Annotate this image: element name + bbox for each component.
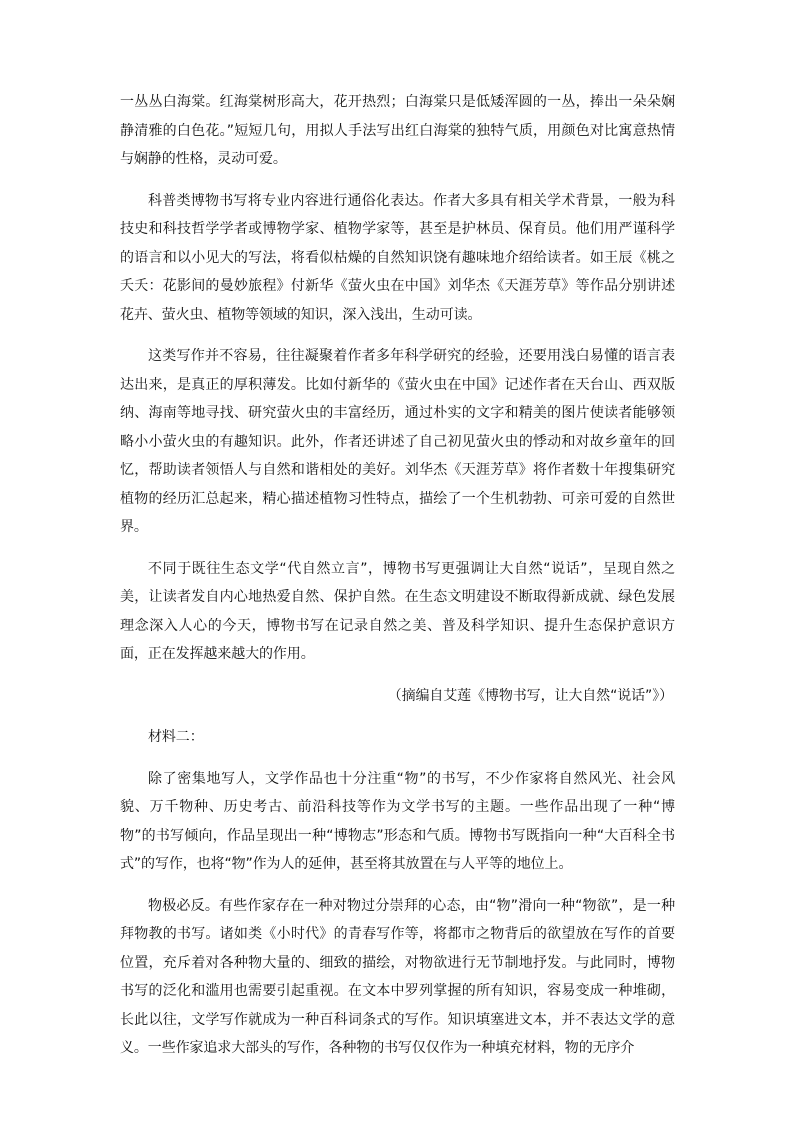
paragraph-ecological-literature: 不同于既往生态文学“代自然立言”，博物书写更强调让大自然“说话”，呈现自然之美，让读者发自内心地热爱自然、保护自然。在生态文明建设不断取得新成就、绿色发展理念深入人心的今天，博物书写在记录自然之美、普及科学知识、提升生态保护意识方面，正在发挥越来越大的作用。: [120, 560, 675, 662]
paragraph-excess-objects: 物极必反。有些作家存在一种对物过分崇拜的心态，由“物”滑向一种“物欲”，是一种拜物教的书写。诸如类《小时代》的青春写作等，将都市之物背后的欲望放在写作的首要位置，充斥着对各种物大量的、细致的描绘，对物欲进行无节制地抒发。与此同时，博物书写的泛化和滥用也需要引起重视。在文本中罗列掌握的所有知识，容易变成一种堆砌，长此以往，文学写作就成为一种百科词条式的写作。知识填塞进文本，并不表达文学的意义。一些作家追求大部头的写作，各种物的书写仅仅作为一种填充材料，物的无序介: [120, 897, 675, 1056]
paragraph-object-writing: 除了密集地写人，文学作品也十分注重“物”的书写，不少作家将自然风光、社会风貌、万千物种、历史考古、前沿科技等作为文学书写的主题。一些作品出现了一种“博物”的书写倾向，作品呈现出一种“博物志”形态和气质。博物书写既指向一种“大百科全书式”的写作，也将“物”作为人的延伸，甚至将其放置在与人平等的地位上。: [120, 770, 675, 872]
material-two-label: 材料二：: [148, 729, 204, 745]
source-citation: （摘编自艾莲《博物书写，让大自然“说话”》）: [387, 687, 673, 704]
article-body: [120, 88, 675, 1076]
paragraph-writing-difficulty: 这类写作并不容易，往往凝聚着作者多年科学研究的经验，还要用浅白易懂的语言表达出来，是真正的厚积薄发。比如付新华的《萤火虫在中国》记述作者在天台山、西双版纳、海南等地寻找、研究萤火虫的丰富经历，通过朴实的文字和精美的图片使读者能够领略小小萤火虫的有趣知识。此外，作者还讲述了自己初见萤火虫的悸动和对故乡童年的回忆，帮助读者领悟人与自然和谐相处的美好。刘华杰《天涯芳草》将作者数十年搜集研究植物的经历汇总起来，精心描述植物习性特点，描绘了一个生机勃勃、可亲可爱的自然世界。: [120, 348, 675, 535]
paragraph-haitang: 一丛丛白海棠。红海棠树形高大，花开热烈；白海棠只是低矮浑圆的一丛，捧出一朵朵娴静清雅的白色花。”短短几句，用拟人手法写出红白海棠的独特气质，用颜色对比寓意热情与娴静的性格，灵动可爱。: [120, 94, 675, 167]
paragraph-popular-science: 科普类博物书写将专业内容进行通俗化表达。作者大多具有相关学术背景，一般为科技史和科技哲学学者或博物学家、植物学家等，甚至是护林员、保育员。他们用严谨科学的语言和以小见大的写法，将看似枯燥的自然知识饶有趣味地介绍给读者。如王辰《桃之夭夭：花影间的曼妙旅程》付新华《萤火虫在中国》刘华杰《天涯芳草》等作品分别讲述花卉、萤火虫、植物等领域的知识，深入浅出，生动可读。: [120, 192, 675, 323]
